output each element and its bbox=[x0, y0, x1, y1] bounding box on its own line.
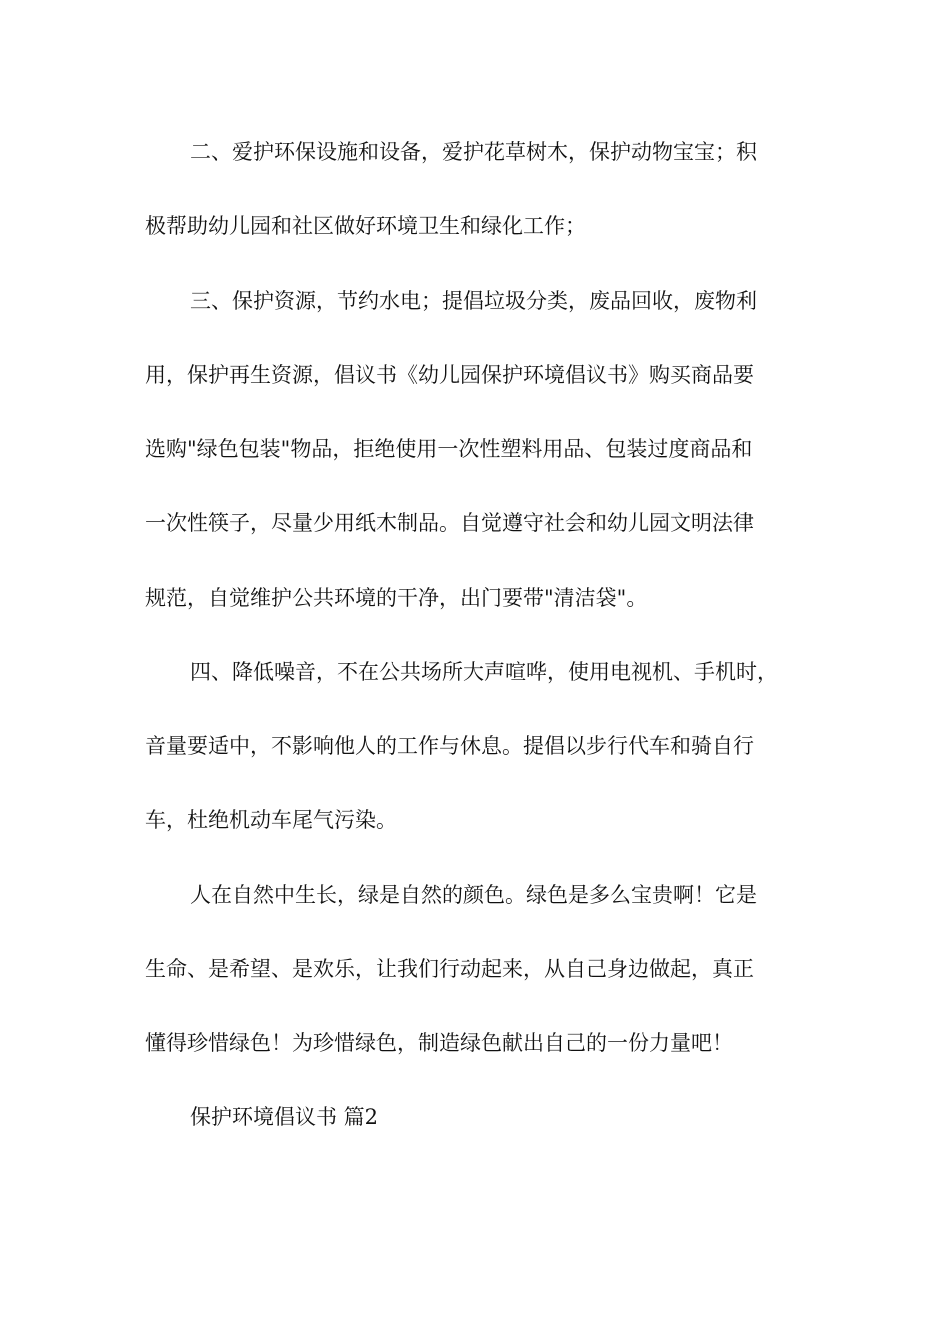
paragraph-3-line-2: 用，保护再生资源，倡议书《幼儿园保护环境倡议书》购买商品要 bbox=[145, 363, 754, 387]
section-heading: 保护环境倡议书 篇2 bbox=[190, 1105, 379, 1129]
paragraph-2-line-1: 二、爱护环保设施和设备，爱护花草树木，保护动物宝宝；积 bbox=[190, 140, 757, 164]
closing-paragraph-line-2: 生命、是希望、是欢乐，让我们行动起来，从自己身边做起，真正 bbox=[145, 957, 754, 981]
paragraph-3-line-5: 规范，自觉维护公共环境的干净，出门要带"清洁袋"。 bbox=[145, 586, 648, 610]
paragraph-4-line-3: 车，杜绝机动车尾气污染。 bbox=[145, 808, 397, 832]
paragraph-3-line-3: 选购"绿色包装"物品，拒绝使用一次性塑料用品、包装过度商品和 bbox=[145, 437, 753, 461]
paragraph-4-line-1: 四、降低噪音，不在公共场所大声喧哗，使用电视机、手机时， bbox=[190, 660, 778, 684]
paragraph-3-line-4: 一次性筷子，尽量少用纸木制品。自觉遵守社会和幼儿园文明法律 bbox=[145, 511, 754, 535]
paragraph-3-line-1: 三、保护资源，节约水电；提倡垃圾分类，废品回收，废物利 bbox=[190, 289, 757, 313]
paragraph-2-line-2: 极帮助幼儿园和社区做好环境卫生和绿化工作； bbox=[145, 214, 586, 238]
closing-paragraph-line-3: 懂得珍惜绿色！为珍惜绿色，制造绿色献出自己的一份力量吧！ bbox=[145, 1031, 733, 1055]
closing-paragraph-line-1: 人在自然中生长，绿是自然的颜色。绿色是多么宝贵啊！它是 bbox=[190, 883, 757, 907]
paragraph-4-line-2: 音量要适中，不影响他人的工作与休息。提倡以步行代车和骑自行 bbox=[145, 734, 754, 758]
